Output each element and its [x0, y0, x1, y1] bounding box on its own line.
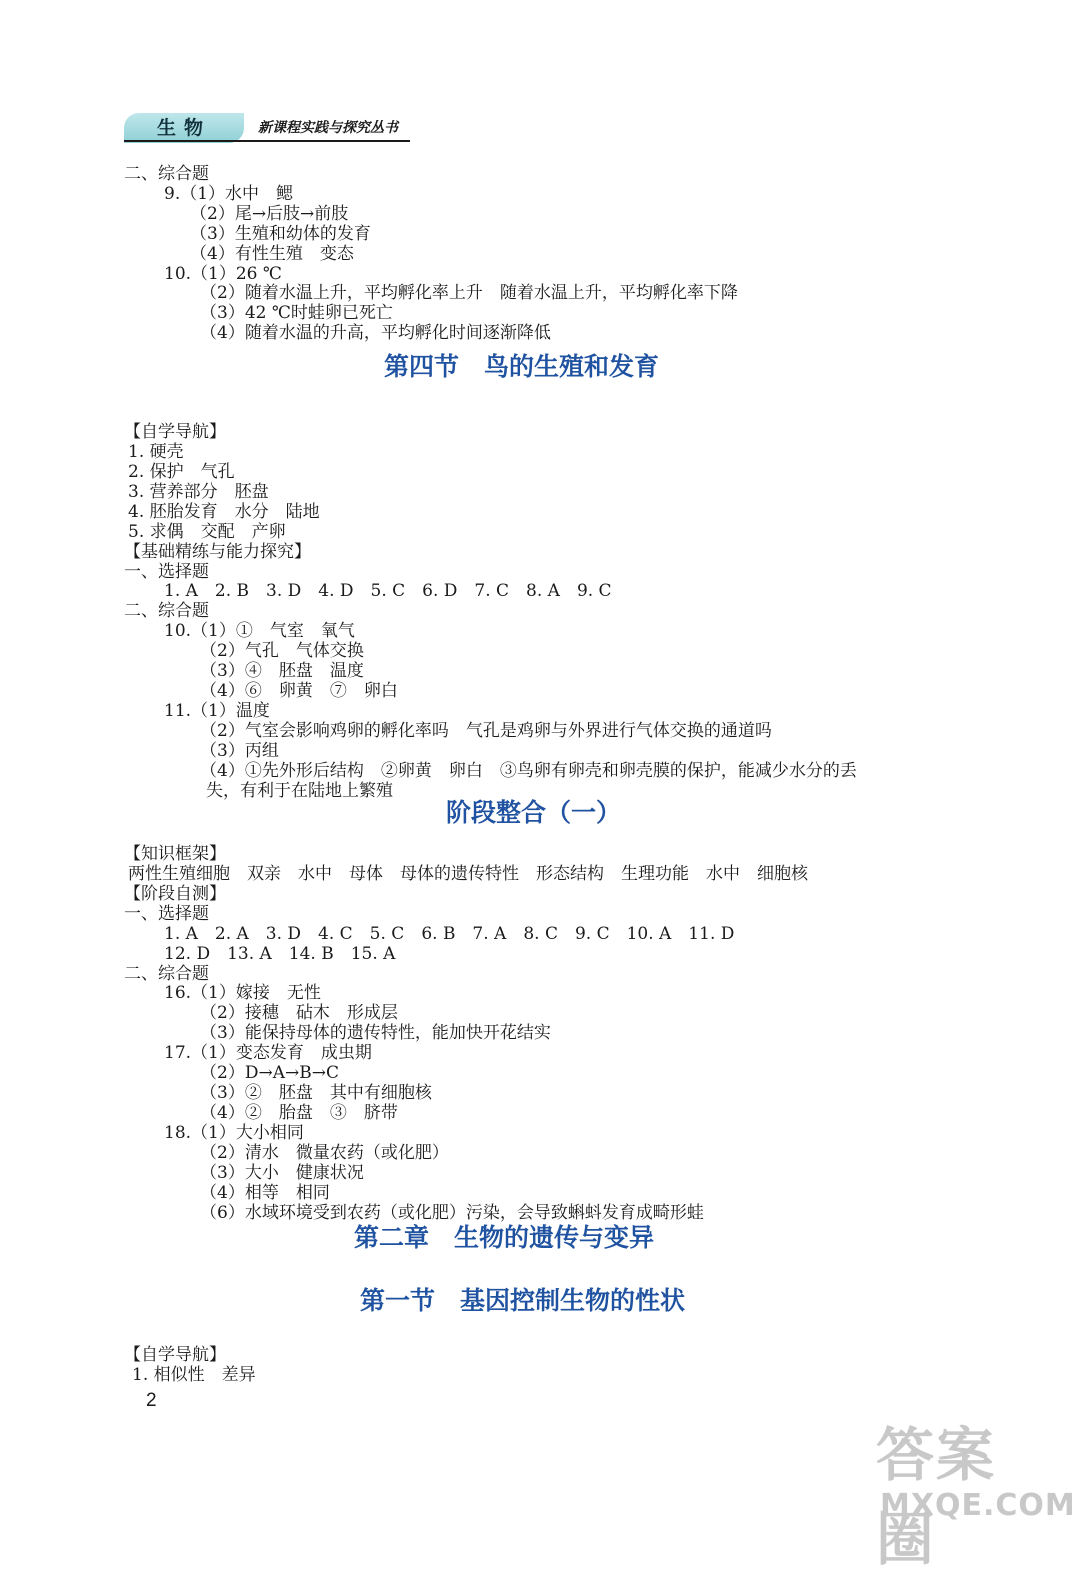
text-line: （4）①先外形后结构 ②卵黄 卵白 ③鸟卵有卵壳和卵壳膜的保护，能减少水分的丢: [200, 761, 857, 781]
text-line: （4）随着水温的升高，平均孵化时间逐渐降低: [200, 323, 551, 343]
text-line: 10.（1）① 气室 氧气: [164, 621, 355, 641]
text-line: 10.（1）26 ℃: [164, 264, 282, 284]
text-line: （2）气室会影响鸡卵的孵化率吗 气孔是鸡卵与外界进行气体交换的通道吗: [200, 721, 772, 741]
text-line: 一、选择题: [124, 562, 209, 582]
text-line: 二、综合题: [124, 164, 209, 184]
text-line: （4）相等 相同: [200, 1183, 330, 1203]
text-line: （2）随着水温上升，平均孵化率上升 随着水温上升，平均孵化率下降: [200, 283, 738, 303]
text-line: （3）大小 健康状况: [200, 1163, 364, 1183]
text-line: 二、综合题: [124, 964, 209, 984]
text-line: （3）能保持母体的遗传特性，能加快开花结实: [200, 1023, 551, 1043]
text-line: 【自学导航】: [124, 1345, 226, 1365]
watermark-text: 答案圈: [876, 1421, 997, 1573]
text-line: （2）气孔 气体交换: [200, 641, 364, 661]
text-line: 1. A 2. A 3. D 4. C 5. C 6. B 7. A 8. C 9. C 10. A 11. D: [164, 924, 735, 944]
text-line: （2）接穗 砧木 形成层: [200, 1003, 398, 1023]
text-line: （4）有性生殖 变态: [190, 244, 354, 264]
text-line: 【自学导航】: [124, 422, 226, 442]
text-line: 二、综合题: [124, 601, 209, 621]
text-line: 2. 保护 气孔: [128, 462, 235, 482]
text-line: （3）42 ℃时蛙卵已死亡: [200, 303, 393, 323]
text-line: 12. D 13. A 14. B 15. A: [164, 944, 396, 964]
text-line: 1. 相似性 差异: [132, 1365, 256, 1385]
text-line: 11.（1）温度: [164, 701, 270, 721]
text-line: （6）水域环境受到农药（或化肥）污染，会导致蝌蚪发育成畸形蛙: [200, 1203, 704, 1223]
header-rule: [124, 140, 410, 142]
text-line: （4）② 胎盘 ③ 脐带: [200, 1103, 398, 1123]
text-line: 9.（1）水中 鳃: [164, 184, 294, 204]
chapter-heading: 第二章 生物的遗传与变异: [354, 1223, 655, 1252]
text-line: 1. 硬壳: [128, 442, 184, 462]
text-line: 18.（1）大小相同: [164, 1123, 304, 1143]
subject-tag: 生物: [124, 113, 244, 143]
text-line: （2）清水 微量农药（或化肥）: [200, 1143, 449, 1163]
text-line: 两性生殖细胞 双亲 水中 母体 母体的遗传特性 形态结构 生理功能 水中 细胞核: [128, 864, 808, 884]
text-line: 1. A 2. B 3. D 4. D 5. C 6. D 7. C 8. A 9. C: [164, 581, 612, 601]
text-line: 【基础精练与能力探究】: [124, 542, 311, 562]
text-line: （2）D→A→B→C: [200, 1063, 339, 1083]
text-line: 4. 胚胎发育 水分 陆地: [128, 502, 320, 522]
watermark-logo: [856, 1408, 1076, 1573]
text-line: 17.（1）变态发育 成虫期: [164, 1043, 372, 1063]
text-line: （3）② 胚盘 其中有细胞核: [200, 1083, 432, 1103]
series-title: 新课程实践与探究丛书: [258, 120, 398, 136]
text-line: 3. 营养部分 胚盘: [128, 482, 269, 502]
text-line: （4）⑥ 卵黄 ⑦ 卵白: [200, 681, 398, 701]
section-heading: 第一节 基因控制生物的性状: [360, 1286, 686, 1315]
text-line: （3）丙组: [200, 741, 279, 761]
text-line: 5. 求偶 交配 产卵: [128, 522, 286, 542]
text-line: （2）尾→后肢→前肢: [190, 204, 349, 224]
text-line: 【阶段自测】: [124, 884, 226, 904]
page-number: 2: [146, 1390, 157, 1411]
text-line: 一、选择题: [124, 904, 209, 924]
section-heading: 第四节 鸟的生殖和发育: [384, 352, 660, 381]
text-line: 16.（1）嫁接 无性: [164, 983, 321, 1003]
text-line: 失，有利于在陆地上繁殖: [206, 781, 393, 801]
text-line: （3）生殖和幼体的发育: [190, 224, 371, 244]
text-line: 【知识框架】: [124, 844, 226, 864]
watermark-url: MXQE.COM: [880, 1488, 1076, 1523]
text-line: （3）④ 胚盘 温度: [200, 661, 364, 681]
section-heading: 阶段整合（一）: [446, 798, 622, 827]
